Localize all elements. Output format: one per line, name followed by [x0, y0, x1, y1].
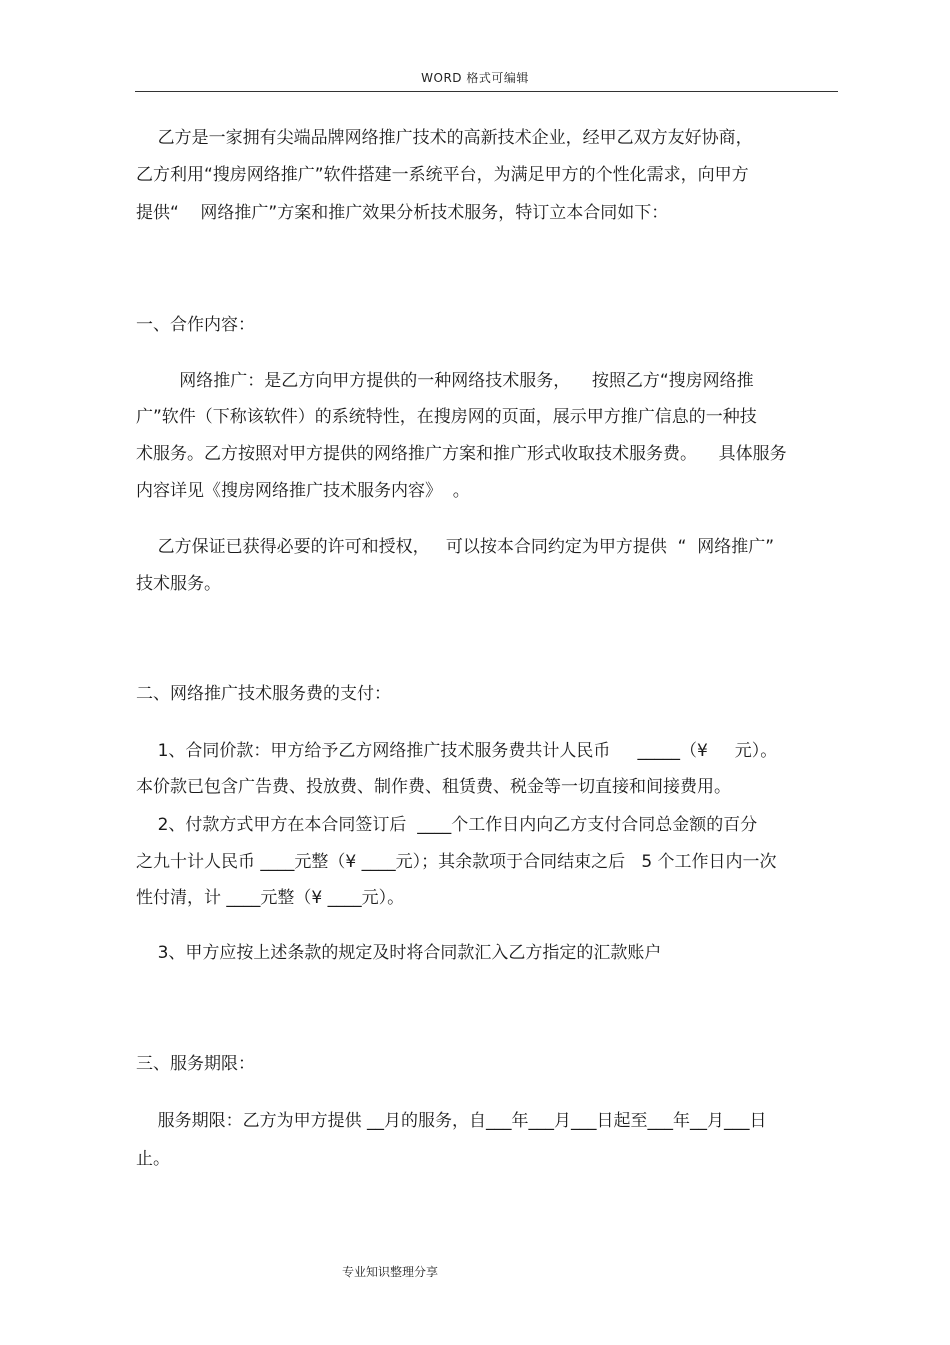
intro-line: 提供“ 网络推广”方案和推广效果分析技术服务，特订立本合同如下： [136, 203, 669, 223]
page-footer: 专业知识整理分享 [342, 1265, 439, 1279]
paragraph-line: 之九十计人民币 ____元整（¥ ____元）；其余款项于合同结束之后 5 个工作日内一次 [136, 852, 777, 872]
section-heading: 一、合作内容： [136, 315, 255, 335]
header-divider [135, 91, 838, 92]
intro-line: 乙方利用“搜房网络推广”软件搭建一系统平台，为满足甲方的个性化需求，向甲方 [136, 165, 749, 185]
section-heading: 三、服务期限： [136, 1054, 255, 1074]
paragraph-line: 网络推广：是乙方向甲方提供的一种网络技术服务， 按照乙方“搜房网络推 [136, 371, 754, 391]
paragraph-line: 1、合同价款：甲方给予乙方网络推广技术服务费共计人民币 _____（¥ 元）。 [136, 741, 778, 761]
paragraph-line: 本价款已包含广告费、投放费、制作费、租赁费、税金等一切直接和间接费用。 [136, 777, 731, 797]
intro-line: 乙方是一家拥有尖端品牌网络推广技术的高新技术企业，经甲乙双方友好协商， [136, 128, 753, 148]
section-heading: 二、网络推广技术服务费的支付： [136, 684, 391, 704]
header-text: WORD 格式可编辑 [421, 71, 529, 85]
paragraph-line: 内容详见《搜房网络推广技术服务内容》 。 [136, 481, 470, 501]
paragraph-line: 广”软件（下称该软件）的系统特性，在搜房网的页面，展示甲方推广信息的一种技 [136, 407, 757, 427]
paragraph-line: 止。 [136, 1149, 170, 1169]
paragraph-line: 性付清，计 ____元整（¥ ____元）。 [136, 888, 405, 908]
paragraph-line: 技术服务。 [136, 574, 221, 594]
paragraph-line: 3、甲方应按上述条款的规定及时将合同款汇入乙方指定的汇款账户 [136, 943, 662, 963]
paragraph-line: 2、付款方式甲方在本合同签订后 ____个工作日内向乙方支付合同总金额的百分 [136, 815, 758, 835]
paragraph-line: 乙方保证已获得必要的许可和授权， 可以按本合同约定为甲方提供 “ 网络推广” [136, 537, 775, 557]
paragraph-line: 服务期限：乙方为甲方提供 __月的服务，自___年___月___日起至___年__月___日 [136, 1111, 767, 1131]
paragraph-line: 术服务。乙方按照对甲方提供的网络推广方案和推广形式收取技术服务费。 具体服务 [136, 444, 787, 464]
